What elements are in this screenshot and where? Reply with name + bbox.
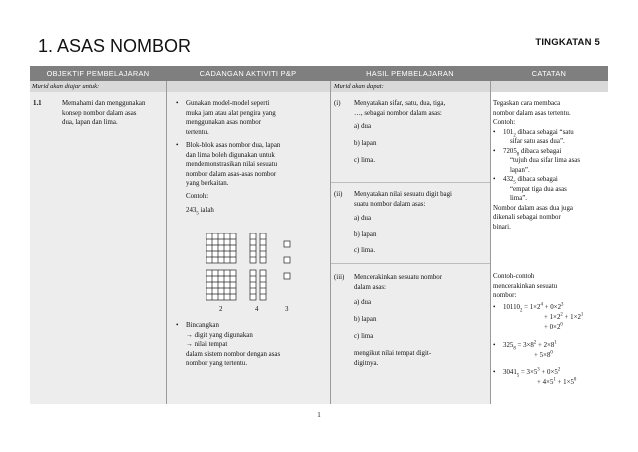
activity-line: nombor yang tertentu. xyxy=(186,360,248,367)
bullet-icon: • xyxy=(493,368,496,376)
objective-line: Memahami dan menggunakan xyxy=(62,100,146,107)
note-line: Nombor dalam asas dua juga xyxy=(493,204,573,212)
outcome-line: suatu nombor dalam asas: xyxy=(354,200,426,208)
column-divider xyxy=(330,81,331,404)
note-line: nombor: xyxy=(493,292,517,299)
note-line: binari. xyxy=(493,223,511,231)
subheader-able: Murid akan dapat: xyxy=(334,83,384,90)
outcome-line: mengikut nilai tempat digit- xyxy=(354,350,432,357)
bullet-icon: • xyxy=(176,321,179,329)
formula-line: $10110_2 = 1\times 2^4 + 0\times 2^3$ xyxy=(503,302,564,314)
note-line: mencerakinkan sesuatu xyxy=(493,282,558,290)
activity-line: dan lima boleh digunakan untuk xyxy=(186,151,275,159)
base-five-blocks-illustration xyxy=(206,233,302,303)
blocks-svg xyxy=(206,233,302,303)
digit-label: 4 xyxy=(255,306,259,313)
subheader-taught: Murid akan diajar untuk: xyxy=(32,83,100,90)
outcome-item: a) dua xyxy=(354,299,372,306)
activity-line: Bincangkan xyxy=(186,322,219,329)
flat-block xyxy=(206,270,236,300)
outcome-number: (iii) xyxy=(334,274,345,281)
outcome-item: a) dua xyxy=(354,215,372,222)
formula-line: $325_8 = 3\times 8^2 + 2\times 8^1$ xyxy=(503,340,557,352)
activity-line: dalam sistem nombor dengan asas xyxy=(186,350,281,358)
note-line: lima”. xyxy=(510,195,528,202)
note-example: $432_5$ dibaca sebagai xyxy=(503,176,558,186)
objective-line: dua, lapan dan lima. xyxy=(62,119,118,126)
note-line: dikenali sebagai nombor xyxy=(493,214,561,221)
note-line: Contoh-contoh xyxy=(493,273,535,280)
page-number: 1 xyxy=(317,411,321,419)
bullet-icon: • xyxy=(176,99,179,107)
activity-line: tertentu. xyxy=(186,128,209,136)
activity-example-label: Contoh: xyxy=(186,193,209,200)
column-divider xyxy=(490,81,491,404)
activity-line: menggunakan asas nombor xyxy=(186,119,262,126)
note-line: lapan”. xyxy=(510,166,530,174)
form-level-label: TINGKATAN 5 xyxy=(535,37,600,48)
header-outcomes: HASIL PEMBELAJARAN xyxy=(366,69,454,78)
note-line: sifar satu asas dua”. xyxy=(510,138,565,145)
activity-example-number: $243_5$ ialah xyxy=(186,207,214,217)
note-example: $7205_8$ dibaca sebagai xyxy=(503,147,562,157)
activity-line: Gunakan model-model seperti xyxy=(186,100,270,107)
outcome-line: dalam asas: xyxy=(354,283,386,291)
formula-line: + $5\times 8^0$ xyxy=(534,350,553,359)
flat-block xyxy=(206,233,236,263)
digit-label: 3 xyxy=(285,306,289,313)
activity-line: yang berkaitan. xyxy=(186,180,229,187)
formula-line: + $0\times 2^0$ xyxy=(544,322,563,331)
bullet-icon: • xyxy=(493,127,496,136)
objective-column-bg xyxy=(30,92,166,404)
outcome-line: …, sebagai nombor dalam asas: xyxy=(354,109,442,117)
outcome-line: digitnya. xyxy=(354,359,379,367)
outcome-line: Menyatakan nilai sesuatu digit bagi xyxy=(354,191,452,198)
table-header-row xyxy=(30,66,608,81)
note-line: “empat tiga dua asas xyxy=(510,185,567,193)
activity-line: nombor dalam asas-asas nombor xyxy=(186,170,277,178)
note-example: $101_2$ dibaca sebagai “satu xyxy=(503,128,574,138)
activity-line: Blok-blok asas nombor dua, lapan xyxy=(186,142,281,149)
row-divider xyxy=(331,263,490,264)
outcome-line: Menyatakan sifar, satu, dua, tiga, xyxy=(354,100,446,107)
unit-block xyxy=(284,241,290,279)
table-subheader-row xyxy=(30,81,608,92)
header-notes: CATATAN xyxy=(531,69,567,78)
syllabus-table xyxy=(30,66,608,404)
long-block xyxy=(250,233,266,300)
outcome-item: b) lapan xyxy=(354,140,377,147)
outcome-item: c) lima. xyxy=(354,157,376,164)
bullet-icon: • xyxy=(493,341,496,349)
note-line: “tujuh dua sifar lima asas xyxy=(510,157,581,164)
note-line: nombor dalam asas tertentu. xyxy=(493,109,571,117)
bullet-icon: • xyxy=(493,303,496,311)
objective-number: 1.1 xyxy=(33,100,42,107)
outcome-line: Mencerakinkan sesuatu nombor xyxy=(354,274,443,281)
activity-line: → digit yang digunakan xyxy=(186,331,253,339)
formula-line: + $4\times 5^1 + 1\times 5^0$ xyxy=(537,377,577,386)
outcome-number: (ii) xyxy=(334,191,343,198)
digit-label: 2 xyxy=(219,306,223,313)
page-title: 1. ASAS NOMBOR xyxy=(38,36,192,56)
bullet-icon: • xyxy=(493,146,496,155)
outcome-item: a) dua xyxy=(354,123,372,130)
bullet-icon: • xyxy=(493,175,496,183)
note-line: Tegaskan cara membaca xyxy=(493,100,561,107)
formula-line: + $1\times 2^2 + 1\times 2^1$ xyxy=(544,312,584,321)
activity-line: → nilai tempat xyxy=(186,341,228,348)
outcome-item: c) lima xyxy=(354,333,374,340)
outcome-number: (i) xyxy=(334,100,341,107)
header-activities: CADANGAN AKTIVITI P&P xyxy=(199,69,297,78)
objective-line: konsep nombor dalam asas xyxy=(62,109,137,117)
formula-line: $3041_5 = 3\times 5^3 + 0\times 5^2$ xyxy=(503,367,561,379)
header-objective: OBJEKTIF PEMBELAJARAN xyxy=(46,69,150,78)
column-divider xyxy=(166,81,167,404)
outcome-item: b) lapan xyxy=(354,316,377,323)
row-divider xyxy=(331,182,490,183)
activity-line: muka jam atau alat pengira yang xyxy=(186,109,276,117)
activity-line: mendemonstrasikan nilai sesuatu xyxy=(186,161,278,168)
note-line: Contoh: xyxy=(493,119,516,126)
bullet-icon: • xyxy=(176,141,179,149)
outcome-item: c) lima. xyxy=(354,247,376,254)
outcome-item: b) lapan xyxy=(354,231,377,238)
